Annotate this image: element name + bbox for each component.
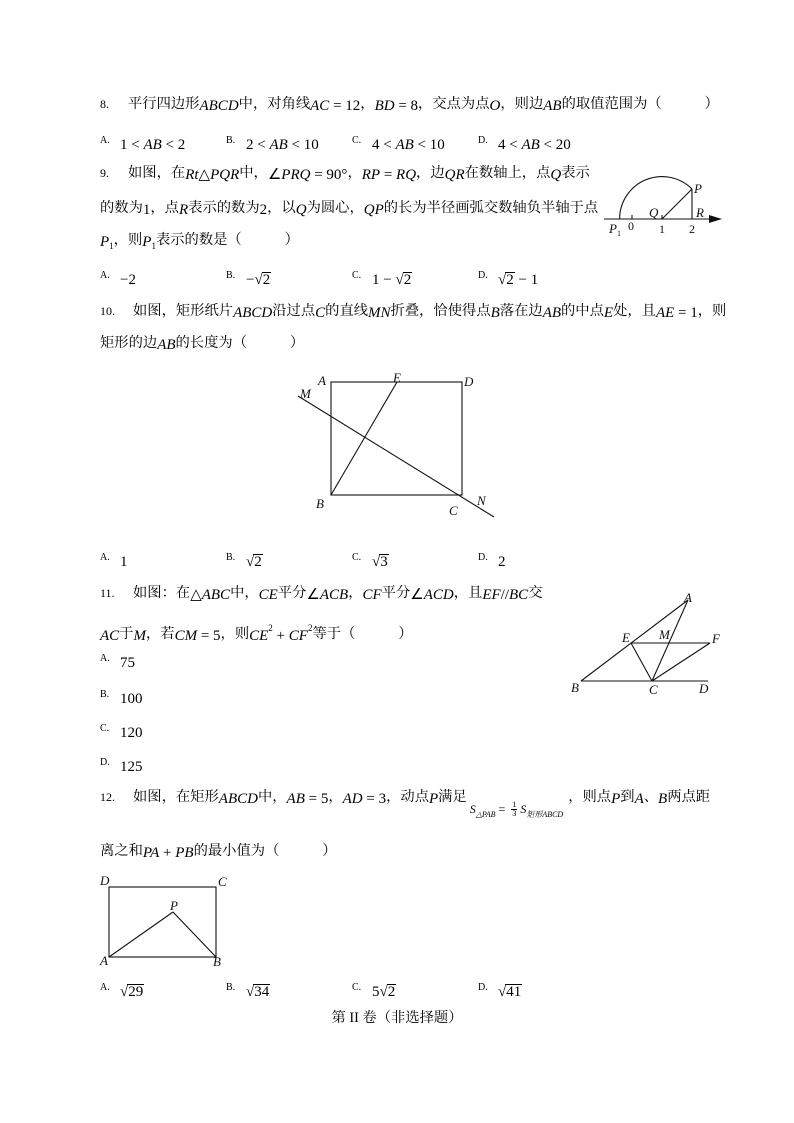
point-label-e: E	[393, 370, 401, 385]
math-run: < 10	[413, 137, 445, 153]
area-condition-formula	[470, 801, 563, 822]
math-italic-run: C	[315, 305, 326, 321]
text-run: 的数为	[100, 200, 143, 216]
text-run: 交	[528, 585, 543, 601]
point-label-b: B	[213, 954, 221, 969]
option-a	[100, 651, 135, 671]
text-run: 的直线	[325, 303, 369, 319]
math-run: √	[498, 984, 507, 1000]
math-run: ∠	[306, 587, 320, 603]
fraction	[511, 801, 517, 818]
math-run: =	[380, 167, 397, 183]
math-italic-run: ABC	[201, 587, 231, 603]
text-run: ，且	[453, 585, 483, 601]
subscript: 1	[109, 241, 114, 251]
math-italic-run: Rt	[185, 167, 199, 183]
option-a	[100, 268, 136, 288]
radicand: 2	[506, 272, 514, 288]
fold-line-mn	[298, 396, 494, 517]
math-run: 1 − √	[372, 272, 404, 288]
text-run: ，边	[416, 165, 445, 181]
math-italic-run: EF	[482, 587, 501, 603]
math-italic-run: CF	[288, 628, 308, 644]
text-run: ，交点为点	[418, 96, 490, 112]
question-number: 9.	[100, 166, 109, 180]
option-c	[100, 721, 143, 741]
text-run: 两点距	[667, 789, 711, 805]
point-label-b: B	[316, 496, 324, 511]
math-italic-run: O	[489, 98, 501, 114]
option-value	[372, 137, 445, 153]
question-8-stem-line-1	[100, 94, 719, 114]
label-base: P	[609, 221, 617, 236]
option-label: D.	[478, 982, 488, 993]
radicand: 3	[380, 554, 388, 570]
option-a	[100, 980, 144, 1000]
math-run: − 1	[514, 272, 539, 288]
option-value	[120, 554, 128, 570]
option-label: A.	[100, 653, 110, 664]
math-run: −2	[120, 272, 136, 288]
question-10-stem-line-1	[100, 301, 726, 321]
math-italic-run: P	[611, 791, 621, 807]
math-italic-run: ABCD	[218, 791, 258, 807]
math-run: =	[495, 802, 509, 816]
text-run: ，以	[267, 200, 296, 216]
stem-text	[133, 585, 542, 603]
math-italic-run: CM	[174, 628, 198, 644]
point-label-e: E	[622, 630, 630, 645]
option-a	[100, 133, 185, 153]
radicand: 2	[403, 272, 412, 288]
stem-text	[100, 843, 337, 861]
math-run: √	[120, 984, 129, 1000]
option-label: D.	[478, 135, 488, 146]
text-run: 离之和	[100, 843, 143, 859]
option-value	[498, 554, 506, 570]
option-label: A.	[100, 270, 110, 281]
option-label: B.	[226, 982, 236, 993]
stem-text	[133, 303, 726, 321]
subscript: △PAB	[475, 810, 496, 819]
option-c	[352, 133, 445, 153]
math-italic-run: PA	[142, 845, 160, 861]
option-b	[226, 268, 271, 288]
text-run: 的中点	[561, 303, 604, 319]
rectangle-abcd	[109, 887, 216, 957]
question-10-stem-line-2	[100, 333, 304, 353]
text-run: ，动点	[386, 789, 429, 805]
option-label: D.	[478, 270, 488, 281]
figure-q10-rectangle-fold	[298, 370, 494, 518]
point-label-a: A	[318, 373, 326, 388]
option-value	[372, 552, 389, 568]
option-value	[120, 982, 144, 998]
math-run: +	[272, 628, 289, 644]
tick-label-1: 1	[659, 222, 665, 236]
math-italic-run: AB	[543, 98, 562, 114]
text-run: 处，且	[613, 303, 656, 319]
radicand: 2	[262, 272, 271, 288]
text-run: 平分	[381, 585, 411, 601]
stem-text	[100, 200, 598, 218]
option-d	[478, 980, 522, 1000]
math-italic-run: CE	[258, 587, 278, 603]
segment-ba	[581, 600, 688, 681]
arc-radius-qp	[620, 177, 692, 219]
math-run: 125	[120, 759, 143, 775]
option-b	[226, 133, 319, 153]
text-run: 折叠，恰使得点	[390, 303, 491, 319]
stem-text	[128, 96, 719, 114]
segment-pb	[173, 912, 216, 957]
math-run: = 1	[674, 305, 698, 321]
stem-text	[100, 623, 413, 644]
text-run: 的取值范围为（ ）	[561, 96, 719, 112]
text-run: 、	[643, 789, 659, 805]
tick-label-2: 2	[689, 222, 695, 236]
option-d	[478, 268, 538, 288]
math-run: = 12	[329, 98, 361, 114]
text-run: ，则点	[568, 789, 612, 805]
math-italic-run: AB	[286, 791, 305, 807]
text-run: 中，	[257, 789, 287, 805]
option-label: A.	[100, 552, 110, 563]
radicand: 29	[128, 984, 144, 1000]
section-heading-part-two: 第 II 卷（非选择题）	[331, 1010, 463, 1026]
option-a	[100, 550, 128, 570]
text-run: 中，对角线	[238, 96, 311, 112]
math-italic-run: PQR	[210, 167, 240, 183]
text-run: 沿过点	[272, 303, 316, 319]
math-run: 100	[120, 691, 143, 707]
option-label: C.	[352, 135, 362, 146]
text-run: ，则	[113, 232, 143, 248]
math-italic-run: AB	[395, 137, 414, 153]
text-run: ，点	[150, 200, 179, 216]
axis-arrow-icon	[709, 215, 722, 223]
text-run: 的最小值为（ ）	[193, 843, 337, 859]
point-label-f: F	[712, 631, 720, 646]
question-number: 11.	[100, 586, 115, 600]
math-run: 2 <	[246, 137, 270, 153]
tick-label-0: 0	[628, 219, 634, 233]
point-label-p1	[608, 221, 621, 238]
segment-be	[331, 382, 397, 495]
math-italic-run: AE	[655, 305, 675, 321]
math-italic-run: Q	[550, 167, 562, 183]
math-run: 1	[120, 554, 128, 570]
question-12-stem-line-1	[100, 787, 711, 819]
text-run: 矩形的边	[100, 335, 158, 351]
option-value	[498, 270, 538, 286]
text-run: 到	[620, 789, 635, 805]
math-italic-run: AB	[521, 137, 540, 153]
math-italic-run: B	[490, 305, 500, 321]
math-run: ∠	[267, 167, 282, 183]
math-run: 2	[259, 202, 268, 218]
text-run: 等于（ ）	[312, 626, 413, 642]
stem-text	[128, 165, 590, 183]
math-italic-run: QR	[444, 167, 465, 183]
math-italic-run: AD	[342, 791, 363, 807]
segment-cf	[652, 643, 710, 681]
option-value	[120, 691, 143, 707]
text-run: 表示的数是（ ）	[155, 232, 299, 248]
text-run: ，	[360, 96, 375, 112]
math-italic-run: AB	[269, 137, 288, 153]
math-italic-run: CF	[362, 587, 382, 603]
math-italic-run: P	[142, 234, 152, 250]
fraction-numerator: 1	[512, 800, 517, 810]
radicand: 41	[506, 984, 522, 1000]
superscript: 2	[268, 623, 273, 633]
question-number: 12.	[100, 790, 115, 804]
question-11-stem-line-1	[100, 583, 542, 603]
math-run: < 20	[539, 137, 571, 153]
text-run: 表示的数为	[188, 200, 260, 216]
option-value	[498, 982, 522, 998]
stem-text	[100, 232, 299, 251]
segment-ap	[109, 912, 173, 957]
fraction-denominator: 3	[512, 809, 517, 819]
option-b	[226, 980, 270, 1000]
math-run: 1 <	[120, 137, 144, 153]
math-run: √	[246, 554, 255, 570]
math-run: < 2	[161, 137, 186, 153]
point-label-d: D	[464, 374, 474, 389]
math-italic-run: RP	[361, 167, 381, 183]
radicand: 2	[387, 984, 396, 1000]
point-label-c: C	[218, 874, 227, 889]
question-number: 8.	[100, 97, 109, 111]
stem-text	[100, 335, 304, 353]
text-run: ，若	[145, 626, 175, 642]
math-italic-run: ACB	[319, 587, 349, 603]
question-9-stem-line-3	[100, 230, 299, 250]
text-run: 平行四边形	[128, 96, 200, 112]
math-italic-run: ABCD	[233, 305, 273, 321]
option-b	[100, 687, 143, 707]
math-run: 1	[142, 202, 151, 218]
text-run: 为圆心，	[306, 200, 364, 216]
math-run: = 90°	[310, 167, 348, 183]
math-run: < 10	[287, 137, 319, 153]
point-label-c: C	[449, 503, 458, 518]
math-italic-run: CE	[249, 628, 269, 644]
math-italic-run: A	[634, 791, 644, 807]
option-value	[120, 725, 143, 741]
math-italic-run: Q	[295, 202, 307, 218]
point-label-b: B	[571, 680, 579, 695]
math-italic-run: QP	[363, 202, 384, 218]
math-italic-run: BC	[509, 587, 529, 603]
point-label-r: R	[696, 205, 704, 220]
text-run: 中，	[239, 165, 268, 181]
label-subscript: 1	[616, 229, 621, 238]
math-italic-run: M	[133, 628, 146, 644]
math-run: 4 <	[372, 137, 396, 153]
figure-q9-number-line	[604, 177, 722, 238]
text-run: 如图，在矩形	[133, 789, 219, 805]
superscript: 2	[307, 623, 313, 633]
math-italic-run: B	[658, 791, 668, 807]
option-d	[478, 133, 571, 153]
option-c	[352, 980, 396, 1000]
option-label: C.	[352, 982, 362, 993]
option-value	[120, 655, 135, 671]
math-italic-run: PB	[175, 845, 194, 861]
point-label-p: P	[170, 898, 178, 913]
option-value	[246, 982, 270, 998]
math-run: ∠	[410, 587, 424, 603]
text-run: ，则边	[500, 96, 544, 112]
segment-ec	[631, 643, 652, 681]
question-number: 10.	[100, 304, 115, 318]
point-label-m: M	[300, 386, 311, 401]
point-label-d: D	[100, 873, 110, 888]
math-run: △	[198, 167, 211, 183]
option-label: B.	[226, 552, 236, 563]
math-italic-run: ACD	[423, 587, 454, 603]
question-12-stem-line-2	[100, 841, 337, 861]
math-italic-run: RQ	[396, 167, 417, 183]
text-run: 如图，在	[128, 165, 186, 181]
option-label: D.	[100, 757, 110, 768]
option-value	[246, 270, 271, 286]
text-run: 满足	[438, 789, 467, 805]
math-run: = 5	[304, 791, 329, 807]
point-label-d: D	[699, 681, 709, 696]
math-italic-run: E	[603, 305, 614, 321]
point-label-c: C	[649, 682, 658, 697]
radicand: 2	[254, 554, 262, 570]
stem-text	[133, 789, 711, 819]
point-label-p: P	[694, 181, 702, 196]
option-b	[226, 550, 263, 570]
option-label: C.	[352, 270, 362, 281]
option-value	[372, 270, 412, 286]
rectangle-abcd	[331, 382, 462, 495]
text-run: 中，	[230, 585, 259, 601]
text-run: ，	[328, 789, 343, 805]
math-italic-run: AB	[157, 337, 176, 353]
option-value	[246, 137, 319, 153]
option-c	[352, 268, 412, 288]
figure-q11-triangle	[571, 590, 721, 697]
math-italic-run: R	[178, 202, 189, 218]
text-run: 如图，矩形纸片	[133, 303, 234, 319]
text-run: ，	[348, 585, 363, 601]
subscript: 1	[151, 241, 156, 251]
point-label-a: A	[100, 953, 108, 968]
option-value	[120, 272, 136, 288]
option-d	[100, 755, 143, 775]
option-value	[120, 137, 185, 153]
math-run: △	[190, 587, 202, 603]
math-run: 120	[120, 725, 143, 741]
math-italic-run: S	[520, 802, 527, 816]
text-run: ，则	[220, 626, 250, 642]
math-italic-run: AC	[100, 628, 120, 644]
math-run: = 8	[394, 98, 419, 114]
math-italic-run: MN	[368, 305, 391, 321]
text-run: 在数轴上，点	[464, 165, 551, 181]
math-run: 75	[120, 655, 135, 671]
math-italic-run: AB	[542, 305, 562, 321]
text-run: 于	[119, 626, 134, 642]
math-italic-run: ABCD	[199, 98, 239, 114]
math-run: = 5	[197, 628, 221, 644]
option-label: A.	[100, 135, 110, 146]
math-italic-run: S	[469, 802, 476, 816]
option-value	[372, 982, 396, 998]
figure-q12-rectangle	[99, 873, 227, 969]
math-run: //	[500, 587, 510, 603]
text-run: 落在边	[499, 303, 543, 319]
option-c	[352, 550, 389, 570]
segment-qp	[662, 189, 692, 219]
segment-ca	[652, 600, 688, 681]
option-label: C.	[100, 723, 110, 734]
math-run: √	[498, 272, 507, 288]
text-run: 表示	[561, 165, 590, 181]
math-italic-run: AC	[310, 98, 330, 114]
math-italic-run: BD	[374, 98, 395, 114]
text-run: 的长为半径画弧交数轴负半轴于点	[383, 200, 599, 216]
text-run: ，则	[697, 303, 727, 319]
radicand: 34	[254, 984, 270, 1000]
math-run: 4 <	[498, 137, 522, 153]
option-label: A.	[100, 982, 110, 993]
option-value	[120, 759, 143, 775]
math-run: +	[159, 845, 176, 861]
text-run: 如图：在	[133, 585, 191, 601]
text-run: 平分	[277, 585, 307, 601]
point-label-m: M	[659, 627, 670, 642]
option-value	[498, 137, 571, 153]
subscript: 矩形ABCD	[526, 810, 564, 819]
question-9-stem-line-1	[100, 163, 590, 183]
math-italic-run: P	[100, 234, 110, 250]
option-label: B.	[226, 135, 236, 146]
math-run: 2	[498, 554, 506, 570]
math-italic-run: AB	[143, 137, 162, 153]
question-11-stem-line-2	[100, 618, 413, 644]
option-value	[246, 552, 263, 568]
math-run: = 3	[362, 791, 387, 807]
option-label: D.	[478, 552, 488, 563]
option-label: B.	[226, 270, 236, 281]
text-run: 的长度为（ ）	[175, 335, 305, 351]
math-run: 5√	[372, 984, 388, 1000]
math-run: √	[372, 554, 381, 570]
point-label-n: N	[477, 493, 486, 508]
option-d	[478, 550, 506, 570]
point-label-q: Q	[649, 205, 659, 220]
text-run: ，	[347, 165, 362, 181]
math-run: −√	[246, 272, 263, 288]
option-label: C.	[352, 552, 362, 563]
math-run: √	[246, 984, 255, 1000]
math-italic-run: P	[429, 791, 439, 807]
option-label: B.	[100, 689, 110, 700]
question-9-stem-line-2	[100, 198, 598, 218]
math-italic-run: PRQ	[281, 167, 311, 183]
point-label-a: A	[684, 590, 692, 605]
